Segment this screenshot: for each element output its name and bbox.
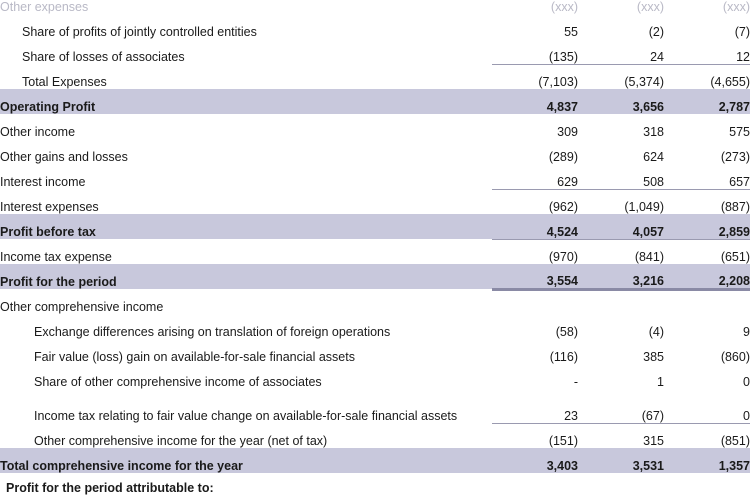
row-value-1: - <box>573 375 578 389</box>
table-row <box>0 164 750 189</box>
table-row <box>0 114 750 139</box>
row-value-1: (58) <box>555 325 578 339</box>
row-value-3: (860) <box>720 350 750 364</box>
row-value-2: 385 <box>643 350 664 364</box>
row-value-2: 315 <box>578 423 664 448</box>
row-value-1: 23 <box>564 408 578 423</box>
row-value-2 <box>578 289 664 314</box>
table-row-profit-before-tax <box>0 214 750 239</box>
row-value-3: 2,787 <box>664 89 750 114</box>
row-value-3: 9 <box>743 325 750 339</box>
row-value-3: 1,357 <box>664 448 750 473</box>
row-value-3: 575 <box>729 125 750 139</box>
row-value-3: (887) <box>664 189 750 214</box>
row-value-1: (962) <box>492 189 578 214</box>
row-value-1: (116) <box>549 350 578 364</box>
row-label: Total Expenses <box>22 75 107 89</box>
footer-note: Profit for the period attributable to: <box>6 481 214 495</box>
row-value-3: (7) <box>734 25 750 39</box>
row-value-3: (xxx) <box>722 0 750 14</box>
row-value-3: (651) <box>664 239 750 264</box>
row-value-2: 24 <box>650 49 664 64</box>
table-row <box>0 139 750 164</box>
row-value-2: 1 <box>657 375 664 389</box>
row-value-1: 3,554 <box>492 264 578 289</box>
table-row <box>0 364 750 389</box>
row-label: Income tax expense <box>0 250 112 264</box>
row-label: Fair value (loss) gain on available-for-sale financial assets <box>34 350 355 364</box>
row-value-2: 508 <box>643 174 664 189</box>
row-value-1 <box>492 289 578 314</box>
row-value-2: 624 <box>643 150 664 164</box>
row-label: Other income <box>0 125 76 139</box>
row-value-3: (851) <box>664 423 750 448</box>
row-label: Other expenses <box>0 0 89 14</box>
row-value-1: 309 <box>557 125 578 139</box>
table-row <box>0 339 750 364</box>
row-value-3: (4,655) <box>664 64 750 89</box>
row-label: Other comprehensive income <box>0 300 164 314</box>
table-row <box>0 14 750 39</box>
row-value-1: (289) <box>548 150 578 164</box>
row-label: Profit before tax <box>0 214 492 239</box>
row-value-1: 3,403 <box>492 448 578 473</box>
row-value-2: (841) <box>578 239 664 264</box>
row-label: Total comprehensive income for the year <box>0 448 492 473</box>
table-row-total-comprehensive-income <box>0 448 750 473</box>
row-value-1: 629 <box>557 174 578 189</box>
row-value-3: 2,208 <box>664 264 750 289</box>
row-value-1: 4,524 <box>492 214 578 239</box>
row-label: Income tax relating to fair value change on available-for-sale financial assets <box>34 408 458 423</box>
row-value-2: (67) <box>641 408 664 423</box>
row-label: Interest expenses <box>0 200 99 214</box>
table-row-section-heading <box>0 289 750 314</box>
row-value-3: 0 <box>743 375 750 389</box>
table-row <box>0 314 750 339</box>
table-row <box>0 189 750 214</box>
table-row-operating-profit <box>0 89 750 114</box>
row-label: Exchange differences arising on translation of foreign operations <box>34 325 391 339</box>
row-value-2: 3,216 <box>578 264 664 289</box>
row-label: Profit for the period <box>0 264 492 289</box>
row-label: Other gains and losses <box>0 150 128 164</box>
row-value-3 <box>664 289 750 314</box>
table-row <box>0 0 750 14</box>
row-value-3: 0 <box>743 408 750 423</box>
row-value-2: (1,049) <box>578 189 664 214</box>
table-row <box>0 39 750 64</box>
row-value-1: 4,837 <box>492 89 578 114</box>
row-label: Operating Profit <box>0 89 492 114</box>
row-value-3: 657 <box>729 174 750 189</box>
row-label: Share of other comprehensive income of associates <box>34 375 322 389</box>
row-value-2: 318 <box>643 125 664 139</box>
table-row <box>0 64 750 89</box>
row-label: Share of profits of jointly controlled entities <box>22 25 257 39</box>
row-label: Share of losses of associates <box>22 50 185 64</box>
row-value-1: (151) <box>492 423 578 448</box>
table-row <box>0 389 750 423</box>
row-value-2: 3,531 <box>578 448 664 473</box>
row-value-1: (7,103) <box>492 64 578 89</box>
row-value-2: (4) <box>648 325 664 339</box>
row-value-3: 2,859 <box>664 214 750 239</box>
row-value-2: (xxx) <box>636 0 664 14</box>
row-label: Interest income <box>0 175 86 189</box>
table-row <box>0 239 750 264</box>
table-row-profit-for-period <box>0 264 750 289</box>
table-row <box>0 423 750 448</box>
row-value-1: (135) <box>548 49 578 64</box>
row-value-2: (2) <box>648 25 664 39</box>
row-label: Other comprehensive income for the year (net of tax) <box>34 434 328 448</box>
row-value-3: 12 <box>736 49 750 64</box>
row-value-1: (xxx) <box>550 0 578 14</box>
row-value-3: (273) <box>720 150 750 164</box>
row-value-1: (970) <box>492 239 578 264</box>
row-value-2: 4,057 <box>578 214 664 239</box>
row-value-2: (5,374) <box>578 64 664 89</box>
row-value-2: 3,656 <box>578 89 664 114</box>
row-value-1: 55 <box>564 25 578 39</box>
